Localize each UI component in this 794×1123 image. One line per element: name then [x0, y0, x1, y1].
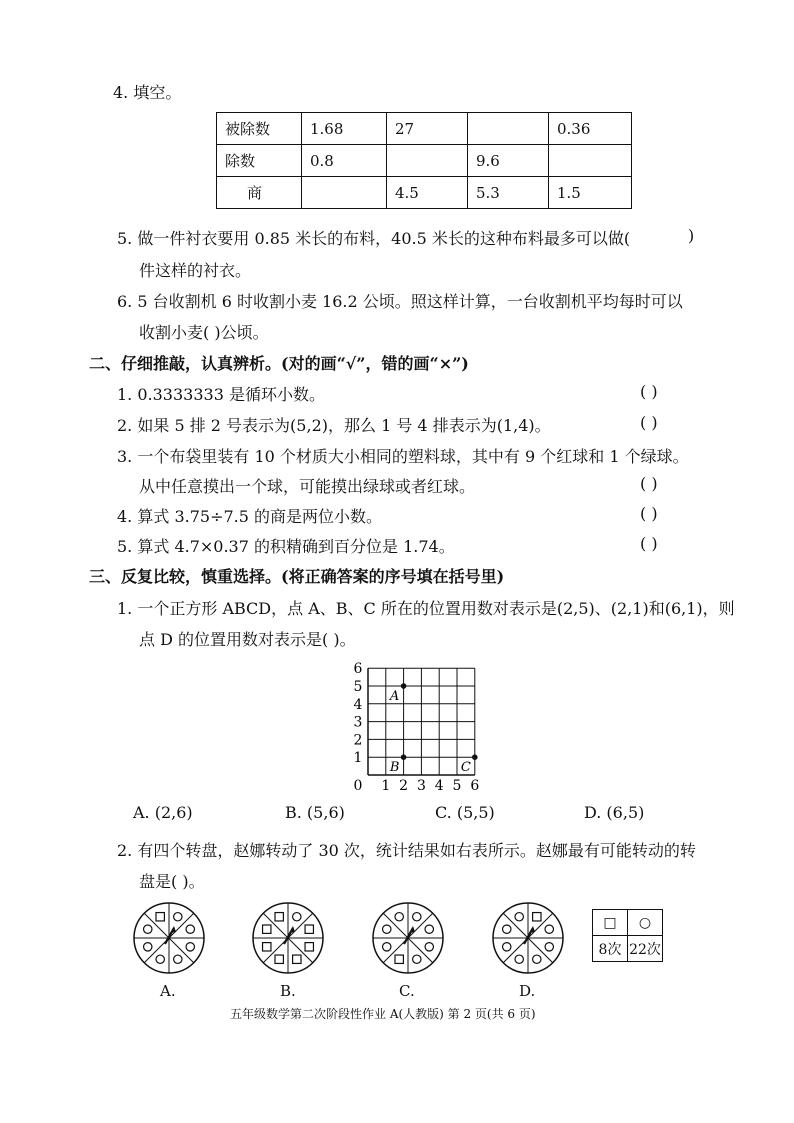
spin-stats-table: [592, 909, 663, 962]
answer-paren[interactable]: ( ): [640, 504, 658, 523]
circle-symbol: [515, 955, 523, 963]
pointer-arrowhead: [170, 926, 176, 933]
circle-symbol: [425, 925, 433, 933]
point-label: C: [460, 760, 471, 776]
circle-symbol: [174, 913, 182, 921]
x-tick-label: 5: [452, 778, 462, 794]
choice-q2-line1: 2. 有四个转盘，赵娜转动了 30 次，统计结果如右表所示。赵娜最有可能转动的转: [117, 841, 696, 860]
judge-item-2: 2. 如果 5 排 2 号表示为(5,2)，那么 1 号 4 排表示为(1,4)。: [117, 416, 551, 435]
circle-symbol: [425, 943, 433, 951]
table-cell: 0.8: [302, 145, 387, 177]
circle-symbol: [174, 955, 182, 963]
answer-paren[interactable]: ( ): [640, 534, 658, 553]
square-count-cell: 8次: [593, 936, 628, 962]
circle-symbol: [413, 913, 421, 921]
point-a: [401, 683, 407, 689]
table-cell: 27: [387, 113, 468, 145]
circle-count-cell: 22次: [628, 936, 663, 962]
table-cell: [387, 145, 468, 177]
q5-line1: 5. 做一件衬衣要用 0.85 米长的布料，40.5 米长的这种布料最多可以做(: [117, 229, 631, 248]
table-cell: 5.3: [468, 177, 549, 209]
spinner-b: [250, 900, 326, 976]
option-d[interactable]: D. (6,5): [584, 803, 645, 822]
division-table: [216, 112, 632, 209]
circle-symbol: [144, 925, 152, 933]
y-tick-label: 5: [353, 679, 363, 695]
spinner-a: [131, 900, 207, 976]
judge-item-1: 1. 0.3333333 是循环小数。: [117, 385, 325, 404]
q4-title: 4. 填空。: [113, 83, 182, 102]
circle-symbol: [503, 925, 511, 933]
circle-symbol-cell: ○: [628, 910, 663, 936]
option-a[interactable]: A. (2,6): [133, 803, 193, 822]
row-label: 除数: [217, 145, 302, 177]
table-row: [217, 113, 632, 145]
pointer-arrowhead: [289, 926, 295, 933]
circle-symbol: [186, 943, 194, 951]
square-symbol: [305, 943, 313, 951]
circle-symbol: [515, 913, 523, 921]
table-cell: 1.68: [302, 113, 387, 145]
table-row: [593, 936, 663, 962]
point-label: A: [389, 689, 400, 704]
square-symbol: [395, 955, 403, 963]
square-symbol: [263, 925, 271, 933]
answer-paren[interactable]: ( ): [640, 474, 658, 493]
choice-q1-line2: 点 D 的位置用数对表示是( )。: [139, 630, 356, 649]
pointer-arrowhead: [529, 926, 535, 933]
square-symbol: [263, 943, 271, 951]
option-b[interactable]: B. (5,6): [285, 803, 345, 822]
y-tick-label: 6: [353, 661, 363, 678]
y-tick-label: 2: [353, 732, 363, 749]
table-cell: 9.6: [468, 145, 549, 177]
x-tick-label: 2: [399, 778, 409, 794]
option-c[interactable]: C. (5,5): [435, 803, 495, 822]
circle-symbol: [413, 955, 421, 963]
square-symbol: [275, 913, 283, 921]
circle-symbol: [156, 955, 164, 963]
spinner-label-d[interactable]: D.: [519, 982, 536, 1000]
spinner-d: [490, 900, 566, 976]
square-symbol: [293, 955, 301, 963]
square-symbol-cell: □: [593, 910, 628, 936]
table-cell: [549, 145, 632, 177]
y-tick-label: 1: [353, 750, 363, 767]
circle-symbol: [545, 943, 553, 951]
x-tick-label: 4: [434, 778, 444, 794]
judge-item-3: 3. 一个布袋里装有 10 个材质大小相同的塑料球，其中有 9 个红球和 1 个绿球。: [117, 447, 689, 466]
choice-q1-line1: 1. 一个正方形 ABCD，点 A、B、C 所在的位置用数对表示是(2,5)、(2,1)和(6,1)，则: [117, 599, 735, 618]
page-footer: 五年级数学第二次阶段性作业 A(人教版) 第 2 页(共 6 页): [230, 1007, 536, 1021]
table-row: [217, 145, 632, 177]
choice-q2-line2: 盘是( )。: [139, 872, 205, 891]
circle-symbol: [395, 913, 403, 921]
judge-item-3-cont: 从中任意摸出一个球，可能摸出绿球或者红球。: [139, 477, 476, 496]
section3-title: 三、反复比较，慎重选择。(将正确答案的序号填在括号里): [89, 567, 505, 586]
x-tick-label: 1: [381, 778, 391, 794]
circle-symbol: [144, 943, 152, 951]
spinner-label-c[interactable]: C.: [399, 982, 415, 1000]
q6-line1: 6. 5 台收割机 6 时收割小麦 16.2 公顷。照这样计算，一台收割机平均每时可以: [117, 292, 683, 311]
circle-symbol: [533, 955, 541, 963]
spinner-label-a[interactable]: A.: [160, 982, 176, 1000]
point-c: [472, 754, 478, 760]
row-label: 被除数: [217, 113, 302, 145]
table-row: [217, 177, 632, 209]
answer-paren[interactable]: ( ): [640, 382, 658, 401]
judge-item-4: 4. 算式 3.75÷7.5 的商是两位小数。: [117, 507, 383, 526]
y-tick-label: 4: [353, 696, 363, 713]
x-tick-label: 6: [470, 778, 480, 794]
coordinate-grid: [350, 655, 490, 795]
spinner-label-b[interactable]: B.: [280, 982, 296, 1000]
spinner-c: [370, 900, 446, 976]
point-label: B: [389, 760, 400, 776]
circle-symbol: [545, 925, 553, 933]
table-cell: 4.5: [387, 177, 468, 209]
table-cell: 0.36: [549, 113, 632, 145]
table-row: [593, 910, 663, 936]
square-symbol: [156, 913, 164, 921]
judge-item-5: 5. 算式 4.7×0.37 的积精确到百分位是 1.74。: [117, 537, 455, 556]
square-symbol: [305, 925, 313, 933]
circle-symbol: [503, 943, 511, 951]
square-symbol: [533, 913, 541, 921]
q6-line2: 收割小麦( )公顷。: [139, 323, 269, 342]
row-label: 商: [217, 177, 302, 209]
square-symbol: [275, 955, 283, 963]
section2-title: 二、仔细推敲，认真辨析。(对的画“√”，错的画“×”): [89, 354, 469, 373]
circle-symbol: [293, 913, 301, 921]
table-cell: [302, 177, 387, 209]
answer-paren[interactable]: ( ): [640, 413, 658, 432]
pointer-arrowhead: [409, 926, 415, 933]
table-cell: 1.5: [549, 177, 632, 209]
x-tick-label: 0: [353, 778, 363, 794]
q5-line2: 件这样的衬衣。: [139, 261, 252, 280]
x-tick-label: 3: [416, 778, 426, 794]
circle-symbol: [383, 943, 391, 951]
circle-symbol: [186, 925, 194, 933]
q5-paren: ): [688, 226, 695, 245]
table-cell: [468, 113, 549, 145]
point-b: [401, 754, 407, 760]
y-tick-label: 3: [353, 714, 363, 731]
circle-symbol: [383, 925, 391, 933]
